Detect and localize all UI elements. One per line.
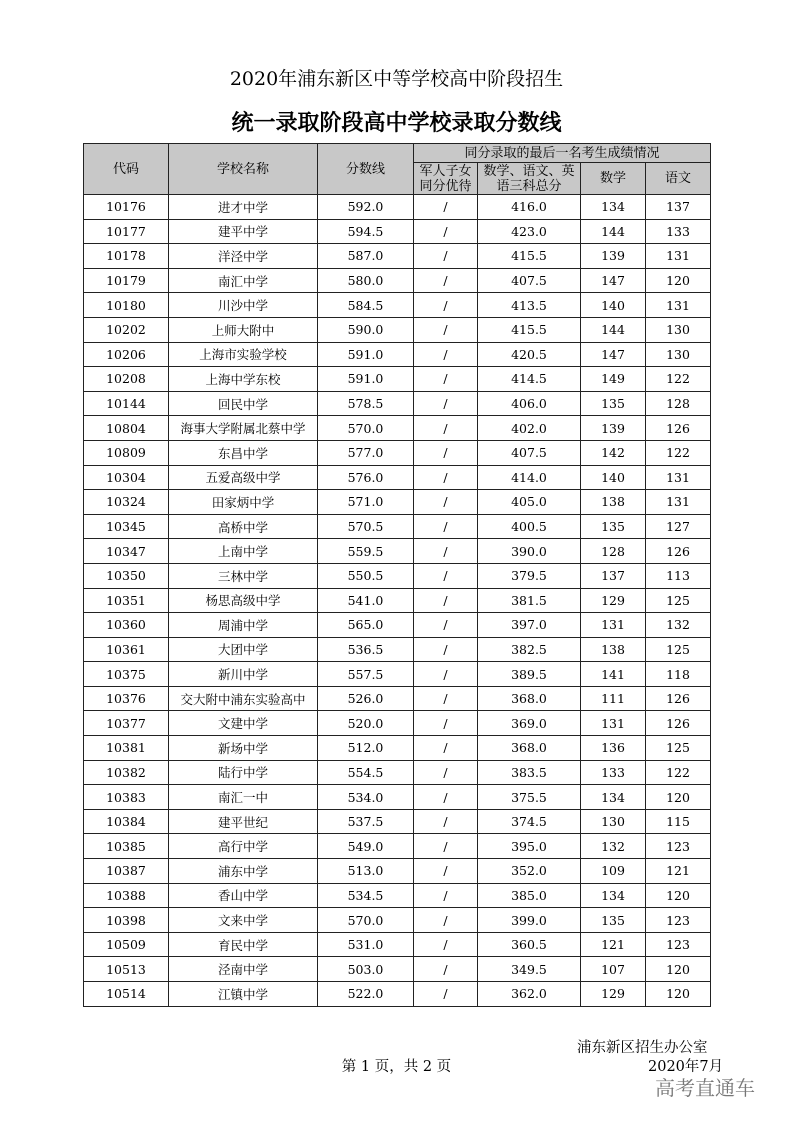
cell-military-priority: / bbox=[414, 490, 478, 515]
cell-score-line: 577.0 bbox=[318, 440, 414, 465]
cell-chinese-score: 121 bbox=[646, 859, 711, 884]
cell-chinese-score: 118 bbox=[646, 662, 711, 687]
cell-math-score: 121 bbox=[581, 932, 646, 957]
cell-military-priority: / bbox=[414, 293, 478, 318]
cell-code: 10350 bbox=[84, 563, 169, 588]
cell-military-priority: / bbox=[414, 588, 478, 613]
cell-code: 10179 bbox=[84, 268, 169, 293]
cell-school-name: 五爱高级中学 bbox=[169, 465, 318, 490]
cell-code: 10206 bbox=[84, 342, 169, 367]
cell-code: 10345 bbox=[84, 514, 169, 539]
cell-score-line: 537.5 bbox=[318, 809, 414, 834]
cell-chinese-score: 131 bbox=[646, 293, 711, 318]
cell-chinese-score: 130 bbox=[646, 342, 711, 367]
cell-code: 10382 bbox=[84, 760, 169, 785]
cell-military-priority: / bbox=[414, 268, 478, 293]
cell-code: 10514 bbox=[84, 982, 169, 1007]
cell-math-score: 129 bbox=[581, 982, 646, 1007]
cell-military-priority: / bbox=[414, 563, 478, 588]
table-row bbox=[84, 957, 711, 982]
cell-school-name: 育民中学 bbox=[169, 932, 318, 957]
cell-math-score: 135 bbox=[581, 908, 646, 933]
cell-military-priority: / bbox=[414, 957, 478, 982]
cell-chinese-score: 122 bbox=[646, 367, 711, 392]
cell-math-score: 147 bbox=[581, 342, 646, 367]
table-row bbox=[84, 293, 711, 318]
cell-score-line: 571.0 bbox=[318, 490, 414, 515]
table-row bbox=[84, 859, 711, 884]
cell-three-subject-total: 368.0 bbox=[478, 736, 581, 761]
cell-score-line: 584.5 bbox=[318, 293, 414, 318]
cell-school-name: 交大附中浦东实验高中 bbox=[169, 686, 318, 711]
cell-math-score: 141 bbox=[581, 662, 646, 687]
cell-math-score: 134 bbox=[581, 785, 646, 810]
cell-three-subject-total: 420.5 bbox=[478, 342, 581, 367]
table-row bbox=[84, 440, 711, 465]
table-row bbox=[84, 613, 711, 638]
cell-score-line: 557.5 bbox=[318, 662, 414, 687]
cell-chinese-score: 120 bbox=[646, 883, 711, 908]
cell-chinese-score: 132 bbox=[646, 613, 711, 638]
table-row bbox=[84, 686, 711, 711]
cell-military-priority: / bbox=[414, 244, 478, 269]
cell-math-score: 132 bbox=[581, 834, 646, 859]
table-row bbox=[84, 662, 711, 687]
cell-school-name: 文建中学 bbox=[169, 711, 318, 736]
table-row bbox=[84, 760, 711, 785]
cell-math-score: 134 bbox=[581, 883, 646, 908]
cell-three-subject-total: 360.5 bbox=[478, 932, 581, 957]
header-score-line: 分数线 bbox=[318, 144, 414, 195]
cell-math-score: 142 bbox=[581, 440, 646, 465]
cell-three-subject-total: 379.5 bbox=[478, 563, 581, 588]
cell-school-name: 洋泾中学 bbox=[169, 244, 318, 269]
cell-code: 10804 bbox=[84, 416, 169, 441]
cell-three-subject-total: 381.5 bbox=[478, 588, 581, 613]
table-row bbox=[84, 932, 711, 957]
table-row bbox=[84, 711, 711, 736]
cell-three-subject-total: 413.5 bbox=[478, 293, 581, 318]
cell-military-priority: / bbox=[414, 908, 478, 933]
cell-military-priority: / bbox=[414, 859, 478, 884]
cell-military-priority: / bbox=[414, 195, 478, 220]
cell-three-subject-total: 362.0 bbox=[478, 982, 581, 1007]
cell-score-line: 570.5 bbox=[318, 514, 414, 539]
cell-school-name: 上师大附中 bbox=[169, 317, 318, 342]
cell-score-line: 594.5 bbox=[318, 219, 414, 244]
cell-code: 10398 bbox=[84, 908, 169, 933]
cell-math-score: 140 bbox=[581, 465, 646, 490]
cell-military-priority: / bbox=[414, 711, 478, 736]
cell-code: 10376 bbox=[84, 686, 169, 711]
cell-score-line: 570.0 bbox=[318, 908, 414, 933]
cell-code: 10375 bbox=[84, 662, 169, 687]
cell-math-score: 130 bbox=[581, 809, 646, 834]
cell-chinese-score: 137 bbox=[646, 195, 711, 220]
table-row bbox=[84, 908, 711, 933]
cell-chinese-score: 120 bbox=[646, 785, 711, 810]
cell-military-priority: / bbox=[414, 834, 478, 859]
cell-code: 10202 bbox=[84, 317, 169, 342]
cell-school-name: 东昌中学 bbox=[169, 440, 318, 465]
cell-score-line: 591.0 bbox=[318, 367, 414, 392]
cell-score-line: 513.0 bbox=[318, 859, 414, 884]
cell-school-name: 新川中学 bbox=[169, 662, 318, 687]
cell-three-subject-total: 349.5 bbox=[478, 957, 581, 982]
watermark: 高考直通车 bbox=[655, 1076, 755, 1100]
cell-chinese-score: 125 bbox=[646, 736, 711, 761]
table-row bbox=[84, 367, 711, 392]
cell-code: 10347 bbox=[84, 539, 169, 564]
cell-school-name: 建平中学 bbox=[169, 219, 318, 244]
cell-chinese-score: 120 bbox=[646, 268, 711, 293]
cell-math-score: 136 bbox=[581, 736, 646, 761]
cell-code: 10177 bbox=[84, 219, 169, 244]
cell-chinese-score: 122 bbox=[646, 440, 711, 465]
cell-code: 10383 bbox=[84, 785, 169, 810]
cell-score-line: 536.5 bbox=[318, 637, 414, 662]
cell-military-priority: / bbox=[414, 219, 478, 244]
cell-math-score: 131 bbox=[581, 613, 646, 638]
table-row bbox=[84, 268, 711, 293]
table-row bbox=[84, 736, 711, 761]
cell-school-name: 进才中学 bbox=[169, 195, 318, 220]
cell-three-subject-total: 407.5 bbox=[478, 268, 581, 293]
cell-code: 10809 bbox=[84, 440, 169, 465]
cell-school-name: 香山中学 bbox=[169, 883, 318, 908]
cell-chinese-score: 128 bbox=[646, 391, 711, 416]
header-code: 代码 bbox=[84, 144, 169, 195]
table-row bbox=[84, 809, 711, 834]
table-row bbox=[84, 342, 711, 367]
cell-military-priority: / bbox=[414, 932, 478, 957]
issue-date: 2020年7月 bbox=[648, 1059, 724, 1075]
table-row bbox=[84, 588, 711, 613]
cell-military-priority: / bbox=[414, 686, 478, 711]
cell-chinese-score: 125 bbox=[646, 637, 711, 662]
cell-military-priority: / bbox=[414, 367, 478, 392]
cell-three-subject-total: 368.0 bbox=[478, 686, 581, 711]
cell-code: 10387 bbox=[84, 859, 169, 884]
cell-math-score: 139 bbox=[581, 244, 646, 269]
cell-military-priority: / bbox=[414, 736, 478, 761]
cell-math-score: 111 bbox=[581, 686, 646, 711]
table-row bbox=[84, 883, 711, 908]
cell-chinese-score: 126 bbox=[646, 539, 711, 564]
table-row bbox=[84, 514, 711, 539]
header-school: 学校名称 bbox=[169, 144, 318, 195]
cell-school-name: 川沙中学 bbox=[169, 293, 318, 318]
cell-school-name: 江镇中学 bbox=[169, 982, 318, 1007]
cell-school-name: 建平世纪 bbox=[169, 809, 318, 834]
cell-military-priority: / bbox=[414, 465, 478, 490]
cell-score-line: 534.0 bbox=[318, 785, 414, 810]
cell-school-name: 南汇一中 bbox=[169, 785, 318, 810]
table-row bbox=[84, 244, 711, 269]
cell-military-priority: / bbox=[414, 637, 478, 662]
header-total3: 数学、语文、英语三科总分 bbox=[478, 163, 581, 195]
cell-code: 10144 bbox=[84, 391, 169, 416]
cell-school-name: 浦东中学 bbox=[169, 859, 318, 884]
cell-military-priority: / bbox=[414, 809, 478, 834]
cell-math-score: 140 bbox=[581, 293, 646, 318]
cell-score-line: 590.0 bbox=[318, 317, 414, 342]
cell-score-line: 503.0 bbox=[318, 957, 414, 982]
cell-math-score: 131 bbox=[581, 711, 646, 736]
cell-code: 10178 bbox=[84, 244, 169, 269]
cell-three-subject-total: 415.5 bbox=[478, 244, 581, 269]
cell-three-subject-total: 405.0 bbox=[478, 490, 581, 515]
cell-school-name: 文来中学 bbox=[169, 908, 318, 933]
cell-math-score: 134 bbox=[581, 195, 646, 220]
cell-military-priority: / bbox=[414, 514, 478, 539]
cell-math-score: 139 bbox=[581, 416, 646, 441]
cell-chinese-score: 131 bbox=[646, 465, 711, 490]
cell-code: 10360 bbox=[84, 613, 169, 638]
cell-math-score: 137 bbox=[581, 563, 646, 588]
cell-score-line: 578.5 bbox=[318, 391, 414, 416]
cell-three-subject-total: 352.0 bbox=[478, 859, 581, 884]
cell-military-priority: / bbox=[414, 785, 478, 810]
cell-chinese-score: 130 bbox=[646, 317, 711, 342]
cell-math-score: 109 bbox=[581, 859, 646, 884]
cell-score-line: 534.5 bbox=[318, 883, 414, 908]
cell-code: 10377 bbox=[84, 711, 169, 736]
cell-three-subject-total: 383.5 bbox=[478, 760, 581, 785]
cell-military-priority: / bbox=[414, 317, 478, 342]
cell-three-subject-total: 369.0 bbox=[478, 711, 581, 736]
table-row bbox=[84, 563, 711, 588]
cell-school-name: 田家炳中学 bbox=[169, 490, 318, 515]
cell-math-score: 138 bbox=[581, 490, 646, 515]
cell-school-name: 上南中学 bbox=[169, 539, 318, 564]
cell-military-priority: / bbox=[414, 391, 478, 416]
cell-chinese-score: 133 bbox=[646, 219, 711, 244]
cell-math-score: 128 bbox=[581, 539, 646, 564]
cell-three-subject-total: 385.0 bbox=[478, 883, 581, 908]
cell-chinese-score: 115 bbox=[646, 809, 711, 834]
cell-score-line: 512.0 bbox=[318, 736, 414, 761]
cell-score-line: 526.0 bbox=[318, 686, 414, 711]
cell-code: 10304 bbox=[84, 465, 169, 490]
cell-chinese-score: 126 bbox=[646, 416, 711, 441]
cell-school-name: 上海市实验学校 bbox=[169, 342, 318, 367]
cell-score-line: 559.5 bbox=[318, 539, 414, 564]
cell-math-score: 147 bbox=[581, 268, 646, 293]
cell-code: 10208 bbox=[84, 367, 169, 392]
cell-three-subject-total: 416.0 bbox=[478, 195, 581, 220]
cell-chinese-score: 122 bbox=[646, 760, 711, 785]
table-body bbox=[84, 195, 711, 1007]
table-row bbox=[84, 465, 711, 490]
cell-school-name: 杨思高级中学 bbox=[169, 588, 318, 613]
cell-score-line: 570.0 bbox=[318, 416, 414, 441]
cell-military-priority: / bbox=[414, 982, 478, 1007]
cell-chinese-score: 123 bbox=[646, 908, 711, 933]
table-row bbox=[84, 195, 711, 220]
cell-three-subject-total: 375.5 bbox=[478, 785, 581, 810]
cell-code: 10176 bbox=[84, 195, 169, 220]
cell-military-priority: / bbox=[414, 760, 478, 785]
cell-school-name: 回民中学 bbox=[169, 391, 318, 416]
cell-chinese-score: 120 bbox=[646, 957, 711, 982]
cell-chinese-score: 123 bbox=[646, 834, 711, 859]
cell-military-priority: / bbox=[414, 613, 478, 638]
cell-military-priority: / bbox=[414, 342, 478, 367]
cell-three-subject-total: 406.0 bbox=[478, 391, 581, 416]
cell-score-line: 549.0 bbox=[318, 834, 414, 859]
cell-military-priority: / bbox=[414, 440, 478, 465]
cell-code: 10384 bbox=[84, 809, 169, 834]
cell-score-line: 576.0 bbox=[318, 465, 414, 490]
table-row bbox=[84, 490, 711, 515]
cell-math-score: 149 bbox=[581, 367, 646, 392]
cell-score-line: 541.0 bbox=[318, 588, 414, 613]
cell-score-line: 531.0 bbox=[318, 932, 414, 957]
table-row bbox=[84, 982, 711, 1007]
cell-code: 10513 bbox=[84, 957, 169, 982]
cell-school-name: 陆行中学 bbox=[169, 760, 318, 785]
cell-math-score: 135 bbox=[581, 514, 646, 539]
cell-school-name: 大团中学 bbox=[169, 637, 318, 662]
cell-three-subject-total: 423.0 bbox=[478, 219, 581, 244]
cell-code: 10509 bbox=[84, 932, 169, 957]
table-row bbox=[84, 834, 711, 859]
cell-military-priority: / bbox=[414, 416, 478, 441]
cell-math-score: 144 bbox=[581, 219, 646, 244]
cell-chinese-score: 131 bbox=[646, 490, 711, 515]
cell-score-line: 554.5 bbox=[318, 760, 414, 785]
cell-school-name: 新场中学 bbox=[169, 736, 318, 761]
cell-score-line: 591.0 bbox=[318, 342, 414, 367]
cell-three-subject-total: 395.0 bbox=[478, 834, 581, 859]
cell-school-name: 高行中学 bbox=[169, 834, 318, 859]
cell-school-name: 周浦中学 bbox=[169, 613, 318, 638]
cell-chinese-score: 113 bbox=[646, 563, 711, 588]
table-row bbox=[84, 539, 711, 564]
title-line-2: 统一录取阶段高中学校录取分数线 bbox=[231, 111, 562, 136]
cell-chinese-score: 123 bbox=[646, 932, 711, 957]
cell-score-line: 550.5 bbox=[318, 563, 414, 588]
cell-math-score: 129 bbox=[581, 588, 646, 613]
cell-code: 10180 bbox=[84, 293, 169, 318]
cell-code: 10381 bbox=[84, 736, 169, 761]
cell-three-subject-total: 400.5 bbox=[478, 514, 581, 539]
cell-three-subject-total: 399.0 bbox=[478, 908, 581, 933]
cell-three-subject-total: 389.5 bbox=[478, 662, 581, 687]
cell-school-name: 海事大学附属北蔡中学 bbox=[169, 416, 318, 441]
table-row bbox=[84, 219, 711, 244]
cell-school-name: 泾南中学 bbox=[169, 957, 318, 982]
admission-score-table bbox=[83, 143, 711, 1007]
cell-military-priority: / bbox=[414, 539, 478, 564]
cell-score-line: 587.0 bbox=[318, 244, 414, 269]
cell-score-line: 522.0 bbox=[318, 982, 414, 1007]
header-math: 数学 bbox=[581, 163, 646, 195]
table-row bbox=[84, 391, 711, 416]
cell-math-score: 133 bbox=[581, 760, 646, 785]
cell-school-name: 南汇中学 bbox=[169, 268, 318, 293]
table-row bbox=[84, 637, 711, 662]
cell-code: 10388 bbox=[84, 883, 169, 908]
cell-score-line: 520.0 bbox=[318, 711, 414, 736]
header-group: 同分录取的最后一名考生成绩情况 bbox=[414, 144, 711, 163]
cell-math-score: 144 bbox=[581, 317, 646, 342]
table-row bbox=[84, 416, 711, 441]
cell-school-name: 三林中学 bbox=[169, 563, 318, 588]
cell-three-subject-total: 397.0 bbox=[478, 613, 581, 638]
cell-three-subject-total: 415.5 bbox=[478, 317, 581, 342]
issuing-office: 浦东新区招生办公室 bbox=[577, 1040, 708, 1056]
cell-military-priority: / bbox=[414, 883, 478, 908]
cell-code: 10351 bbox=[84, 588, 169, 613]
cell-three-subject-total: 374.5 bbox=[478, 809, 581, 834]
cell-score-line: 580.0 bbox=[318, 268, 414, 293]
cell-chinese-score: 126 bbox=[646, 686, 711, 711]
cell-math-score: 107 bbox=[581, 957, 646, 982]
cell-three-subject-total: 382.5 bbox=[478, 637, 581, 662]
title-line-1: 2020年浦东新区中等学校高中阶段招生 bbox=[229, 68, 564, 90]
header-military: 军人子女同分优待 bbox=[414, 163, 478, 195]
cell-code: 10361 bbox=[84, 637, 169, 662]
cell-chinese-score: 120 bbox=[646, 982, 711, 1007]
cell-three-subject-total: 414.0 bbox=[478, 465, 581, 490]
cell-military-priority: / bbox=[414, 662, 478, 687]
cell-chinese-score: 126 bbox=[646, 711, 711, 736]
cell-three-subject-total: 414.5 bbox=[478, 367, 581, 392]
table-row bbox=[84, 785, 711, 810]
cell-chinese-score: 131 bbox=[646, 244, 711, 269]
cell-school-name: 高桥中学 bbox=[169, 514, 318, 539]
cell-chinese-score: 127 bbox=[646, 514, 711, 539]
table-row bbox=[84, 317, 711, 342]
cell-three-subject-total: 407.5 bbox=[478, 440, 581, 465]
cell-code: 10324 bbox=[84, 490, 169, 515]
cell-score-line: 565.0 bbox=[318, 613, 414, 638]
cell-school-name: 上海中学东校 bbox=[169, 367, 318, 392]
cell-math-score: 138 bbox=[581, 637, 646, 662]
cell-three-subject-total: 402.0 bbox=[478, 416, 581, 441]
cell-score-line: 592.0 bbox=[318, 195, 414, 220]
cell-math-score: 135 bbox=[581, 391, 646, 416]
cell-chinese-score: 125 bbox=[646, 588, 711, 613]
header-chinese: 语文 bbox=[646, 163, 711, 195]
page-number: 第 1 页，共 2 页 bbox=[341, 1059, 452, 1075]
cell-code: 10385 bbox=[84, 834, 169, 859]
cell-three-subject-total: 390.0 bbox=[478, 539, 581, 564]
